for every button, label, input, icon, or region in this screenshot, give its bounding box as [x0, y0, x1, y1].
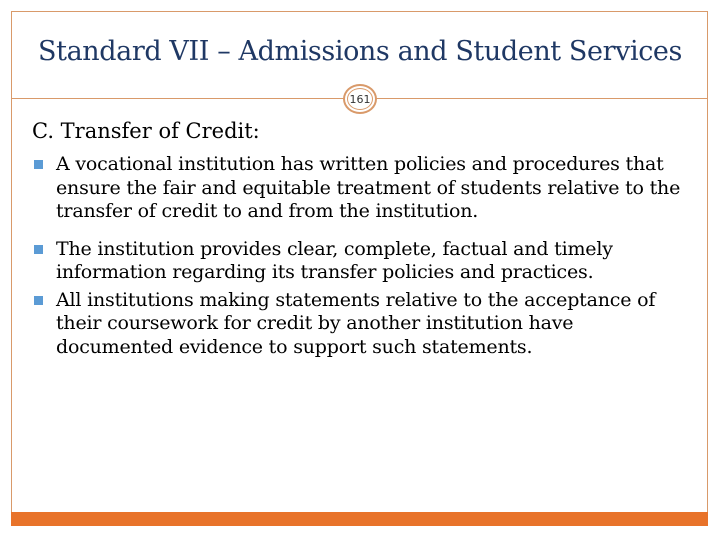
- bullet-text: A vocational institution has written policies and procedures that ensure the fair and equitable treatment of students relative to the transfer of credit to and from the institution.: [56, 153, 681, 222]
- square-bullet-icon: [34, 296, 43, 305]
- bullet-item: [32, 153, 692, 224]
- square-bullet-icon: [34, 160, 43, 169]
- bullet-list: [32, 153, 692, 359]
- slide-title: Standard VII – Admissions and Student Services: [38, 36, 682, 67]
- bullet-text: All institutions making statements relative to the acceptance of their coursework for credit by another institution have documented evidence to support such statements.: [56, 288, 656, 358]
- page-number-badge: [343, 84, 377, 114]
- square-bullet-icon: [34, 245, 43, 254]
- page-number: 161: [347, 88, 373, 110]
- footer-accent-bar: [11, 512, 708, 526]
- section-heading: C. Transfer of Credit:: [32, 119, 260, 143]
- bullet-item: [32, 289, 692, 360]
- bullet-text: The institution provides clear, complete, factual and timely information regarding its transfer policies and practices.: [56, 237, 613, 283]
- bullet-item: [32, 238, 692, 285]
